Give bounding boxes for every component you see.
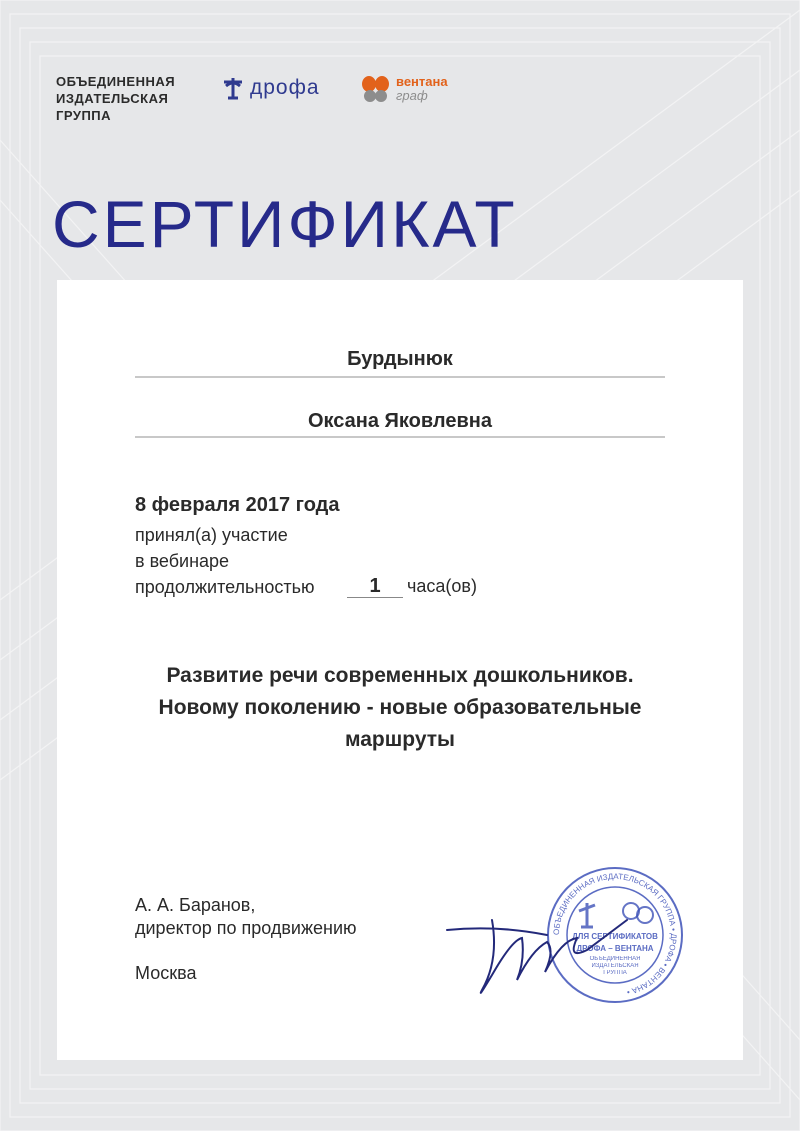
divider [135,376,665,378]
signer-name: А. А. Баранов, [135,895,256,915]
divider [135,436,665,438]
stamp-banner: ДЛЯ СЕРТИФИКАТОВ [572,932,658,941]
publisher-line: ГРУППА [56,108,112,123]
signer-position: директор по продвижению [135,918,357,938]
stamp-ring-text: ОБЪЕДИНЕННАЯ ИЗДАТЕЛЬСКАЯ ГРУППА • ДРОФА • ВЕНТАНА • [551,871,679,997]
topic-line: Новому поколению - новые образовательные [158,696,642,719]
publisher-name [56,73,175,124]
certificate-card [57,280,743,1060]
webinar-text: в вебинаре [135,551,230,571]
certificate-title: СЕРТИФИКАТ [52,187,518,261]
participation-text: принял(а) участие [135,525,288,545]
drofa-logo-text: дрофа [250,76,320,99]
duration-label: продолжительностью [135,577,315,597]
topic-line: Развитие речи современных дошкольников. [166,664,634,687]
stamp-center-text: ДРОФА – ВЕНТАНА [576,944,654,953]
drofa-logo [220,76,320,100]
recipient-given-names: Оксана Яковлевна [308,410,492,432]
ventana-butterfly-icon [360,74,392,104]
city: Москва [135,963,197,983]
recipient-surname: Бурдынюк [347,348,453,370]
ventana-logo [360,74,448,104]
drofa-bird-icon [220,76,246,100]
duration-value: 1 [347,575,403,598]
stamp-center-text: ГРУППА [603,970,627,976]
topic-line: маршруты [345,728,455,751]
signature [437,880,657,1010]
stamp-center-text: ОБЪЕДИНЕННАЯ [589,956,641,962]
ventana-logo-text: вентана [396,74,448,89]
graf-logo-text: граф [396,88,428,103]
duration-unit: часа(ов) [407,576,477,596]
event-date: 8 февраля 2017 года [135,494,340,516]
stamp-center-text: ИЗДАТЕЛЬСКАЯ [591,963,639,969]
webinar-topic [97,660,703,756]
publisher-line: ИЗДАТЕЛЬСКАЯ [56,91,169,106]
publisher-line: ОБЪЕДИНЕННАЯ [56,74,176,89]
